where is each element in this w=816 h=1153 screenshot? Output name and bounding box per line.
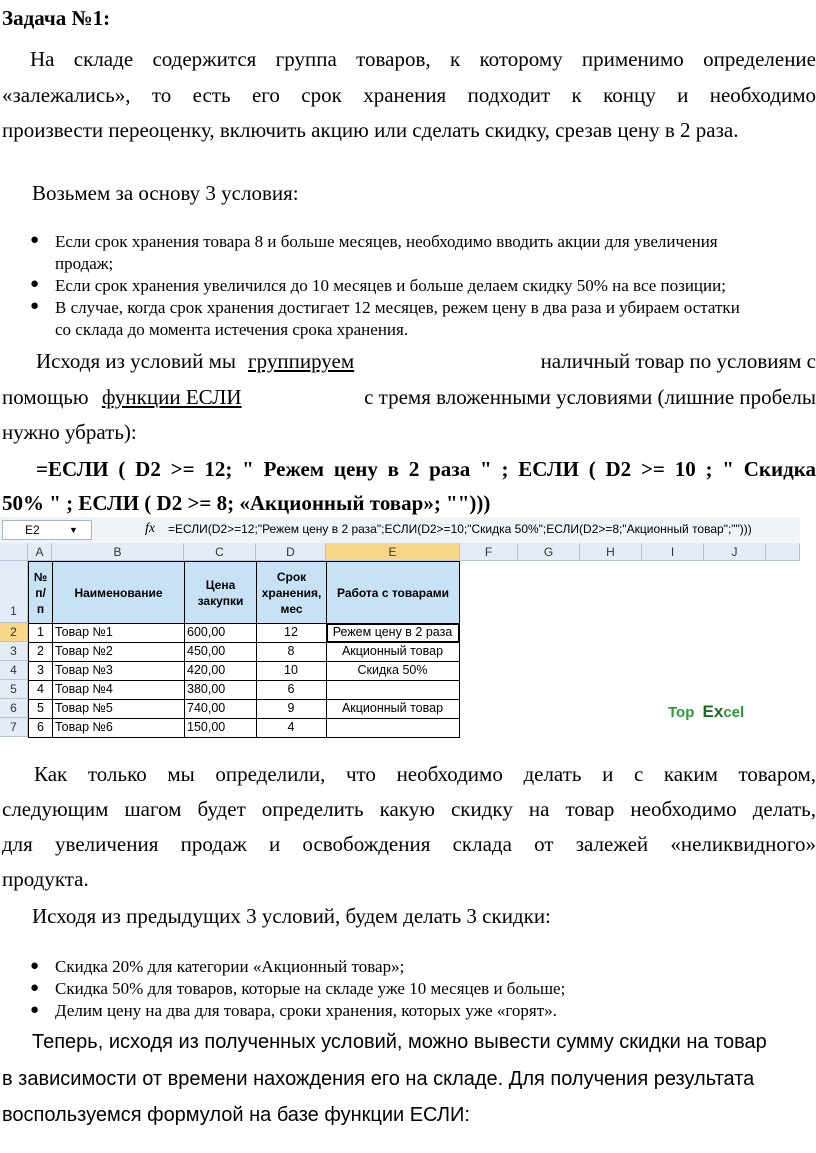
final-line-2: в зависимости от времени нахождения его на складе. Для получения результата [2, 1068, 755, 1090]
table-cell[interactable]: 2 [28, 642, 53, 662]
table-cell[interactable]: 740,00 [184, 699, 257, 719]
name-box[interactable] [2, 520, 92, 540]
table-cell[interactable]: 150,00 [184, 718, 257, 738]
after-line-2: следующим шагом будет определить какую скидку на товар необходимо делать, [2, 797, 816, 821]
condition-1-line-1: Если срок хранения товара 8 и больше месяцев, необходимо вводить акции для увеличения [55, 232, 718, 251]
row-header[interactable]: 5 [0, 680, 28, 699]
table-cell[interactable]: 6 [256, 680, 327, 700]
column-header[interactable]: H [580, 543, 642, 561]
table-header-cell[interactable]: Срок хранения, мес [256, 561, 327, 624]
grouping-line-1 [36, 344, 816, 378]
bullet-icon: ● [30, 276, 40, 292]
bullet-icon: ● [30, 958, 40, 974]
table-cell[interactable]: 10 [256, 661, 327, 681]
table-cell[interactable]: 1 [28, 623, 53, 643]
discount-3: Делим цену на два для товара, сроки хранения, которых уже «горят». [55, 1001, 557, 1020]
table-cell[interactable]: 420,00 [184, 661, 257, 681]
bullet-icon: ● [30, 1002, 40, 1018]
discount-1: Скидка 20% для категории «Акционный товар»; [55, 957, 405, 976]
column-header[interactable]: C [184, 543, 256, 561]
grouping-text: с тремя вложенными условиями (лишние пробелы [364, 385, 816, 409]
table-cell[interactable]: 9 [256, 699, 327, 719]
formula-text[interactable]: =ЕСЛИ(D2>=12;"Режем цену в 2 раза";ЕСЛИ(D2>=10;"Скидка 50%";ЕСЛИ(D2>=8;"Акционный товар";""))) [168, 522, 752, 536]
logo-text: Ex [702, 702, 724, 721]
table-cell[interactable]: 380,00 [184, 680, 257, 700]
row-header[interactable]: 6 [0, 699, 28, 718]
table-cell[interactable]: 5 [28, 699, 53, 719]
table-cell[interactable]: 3 [28, 661, 53, 681]
table-cell[interactable]: 8 [256, 642, 327, 662]
column-header[interactable]: A [28, 543, 52, 561]
column-header[interactable]: F [460, 543, 518, 561]
table-cell[interactable]: 12 [256, 623, 327, 643]
table-cell[interactable] [326, 718, 460, 738]
table-header-cell[interactable]: № п/п [28, 561, 53, 624]
column-header[interactable]: E [326, 543, 460, 561]
table-cell[interactable]: Акционный товар [326, 642, 460, 662]
table-cell[interactable]: Товар №5 [52, 699, 185, 719]
intro-line-3: произвести переоценку, включить акцию или сделать скидку, срезав цену в 2 раза. [2, 118, 739, 142]
if-function-link[interactable]: функции ЕСЛИ [101, 385, 242, 409]
table-cell[interactable]: Товар №2 [52, 642, 185, 662]
column-header[interactable]: D [256, 543, 326, 561]
grouping-line-3: нужно убрать): [2, 420, 137, 444]
group-link[interactable]: группируем [248, 349, 355, 373]
table-header-cell[interactable]: Цена закупки [184, 561, 257, 624]
condition-1-line-2: продаж; [55, 254, 114, 273]
column-header[interactable]: B [52, 543, 184, 561]
formula-bar [0, 517, 800, 544]
intro-line-2: «залежались», то есть его срок хранения подходит к концу и необходимо [2, 83, 816, 107]
table-cell[interactable]: 4 [28, 680, 53, 700]
grouping-line-2 [2, 380, 816, 414]
column-header[interactable]: I [642, 543, 704, 561]
table-cell[interactable]: Товар №3 [52, 661, 185, 681]
after-line-1: Как только мы определили, что необходимо делать и с каким товаром, [34, 762, 816, 786]
after-line-4: продукта. [2, 867, 89, 891]
table-cell[interactable]: Акционный товар [326, 699, 460, 719]
table-cell[interactable]: 6 [28, 718, 53, 738]
bullet-icon: ● [30, 298, 40, 314]
after-line-3: для увеличения продаж и освобождения склада от залежей «неликвидного» [2, 832, 816, 856]
table-cell[interactable]: Товар №4 [52, 680, 185, 700]
logo-text: cel [723, 704, 745, 721]
column-header-blank[interactable] [766, 543, 800, 561]
fx-icon[interactable]: fx [145, 521, 156, 536]
row-header[interactable]: 3 [0, 642, 28, 661]
table-cell[interactable]: Товар №6 [52, 718, 185, 738]
row-header[interactable]: 4 [0, 661, 28, 680]
discounts-title: Исходя из предыдущих 3 условий, будем делать 3 скидки: [32, 904, 551, 928]
column-header[interactable]: J [704, 543, 766, 561]
page-title: Задача №1: [2, 6, 111, 30]
grouping-text: Исходя из условий мы [36, 349, 237, 373]
formula-line-2: 50% " ; ЕСЛИ ( D2 >= 8; «Акционный товар»; ""))) [2, 491, 491, 515]
conditions-title: Возьмем за основу 3 условия: [32, 181, 299, 205]
table-cell[interactable]: 4 [256, 718, 327, 738]
table-cell[interactable]: 450,00 [184, 642, 257, 662]
table-cell[interactable]: 600,00 [184, 623, 257, 643]
top-excel-logo [668, 702, 744, 722]
name-box-value: E2 [25, 523, 40, 537]
formula-line-1: =ЕСЛИ ( D2 >= 12; " Режем цену в 2 раза " ; ЕСЛИ ( D2 >= 10 ; " Скидка [36, 457, 816, 481]
bullet-icon: ● [30, 980, 40, 996]
select-all-corner[interactable] [0, 543, 28, 561]
chevron-down-icon[interactable]: ▼ [69, 525, 78, 535]
condition-3-line-2: со склада до момента истечения срока хранения. [55, 320, 409, 339]
row-header[interactable]: 1 [0, 561, 28, 623]
excel-screenshot [0, 517, 800, 742]
condition-3-line-1: В случае, когда срок хранения достигает 12 месяцев, режем цену в два раза и убираем остатки [55, 298, 740, 317]
logo-text: Top [668, 704, 695, 721]
final-line-3: воспользуемся формулой на базе функции ЕСЛИ: [2, 1104, 470, 1126]
table-cell[interactable] [326, 680, 460, 700]
final-line-1: Теперь, исходя из полученных условий, можно вывести сумму скидки на товар [32, 1031, 767, 1053]
bullet-icon: ● [30, 232, 40, 248]
condition-2-line-1: Если срок хранения увеличился до 10 месяцев и больше делаем скидку 50% на все позиции; [55, 276, 726, 295]
column-header[interactable]: G [518, 543, 580, 561]
row-header[interactable]: 2 [0, 623, 28, 642]
grouping-text: наличный товар по условиям с [540, 349, 816, 373]
table-cell[interactable]: Режем цену в 2 раза [326, 623, 460, 643]
table-header-cell[interactable]: Работа с товарами [326, 561, 460, 624]
table-cell[interactable]: Скидка 50% [326, 661, 460, 681]
table-header-cell[interactable]: Наименование [52, 561, 185, 624]
table-cell[interactable]: Товар №1 [52, 623, 185, 643]
grouping-text: помощью [2, 385, 89, 409]
discount-2: Скидка 50% для товаров, которые на складе уже 10 месяцев и больше; [55, 979, 566, 998]
intro-line-1: На складе содержится группа товаров, к которому применимо определение [30, 47, 816, 71]
row-header[interactable]: 7 [0, 718, 28, 737]
